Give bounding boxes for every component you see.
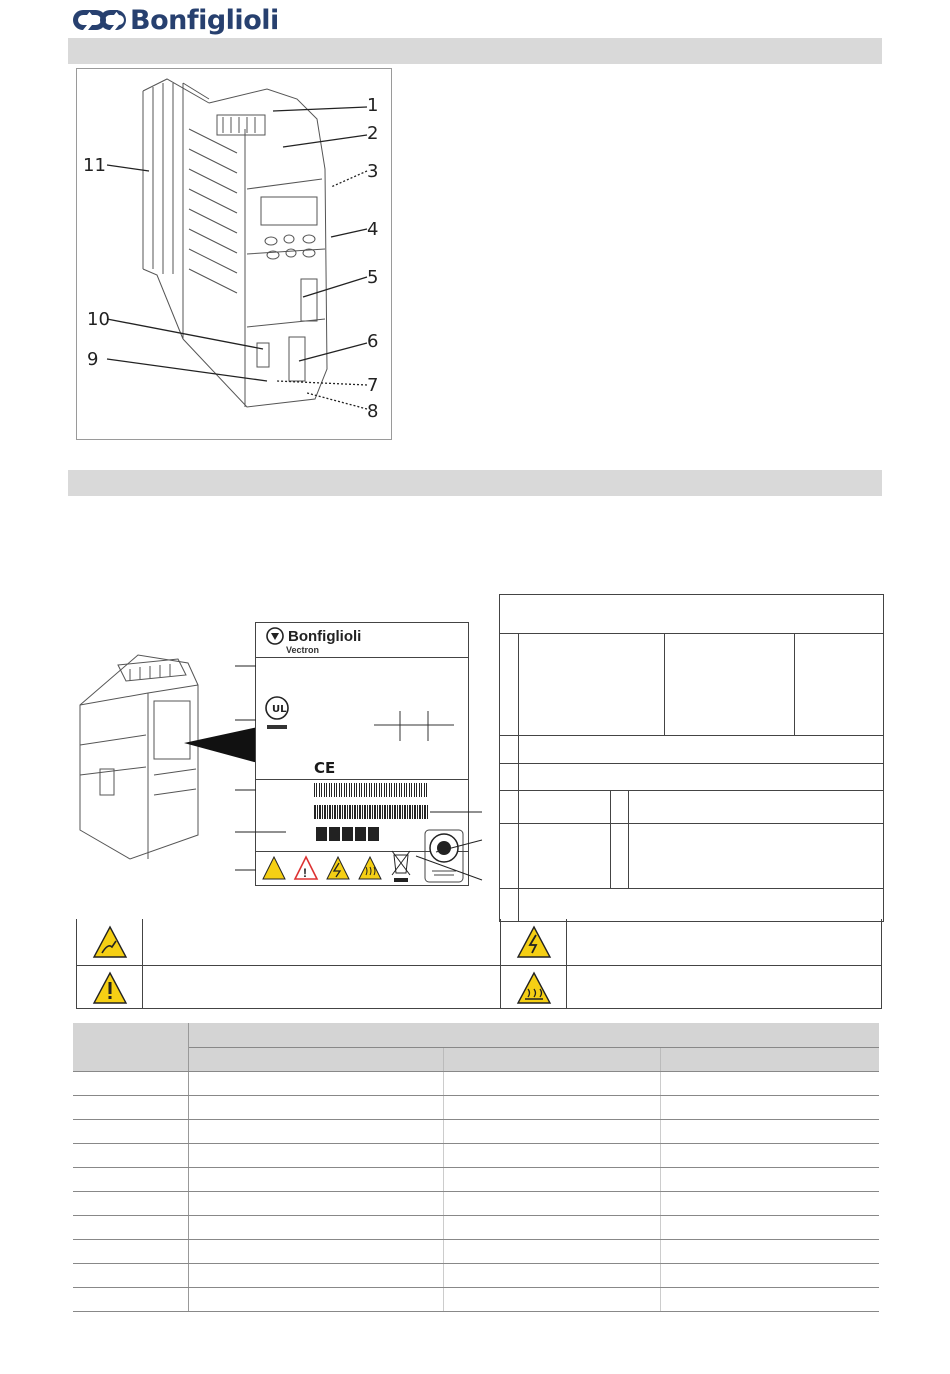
spec-table [73,1023,879,1312]
ce-mark: CE [314,759,336,777]
callout-label: 10 [87,309,110,330]
callout-label: 1 [367,95,379,116]
callout-label: 7 [367,375,379,396]
table-row [73,1192,879,1216]
bonfiglioli-badge-icon [266,627,284,645]
table-header-cell [444,1048,661,1072]
callout-label: 11 [83,155,106,176]
esd-warning-icon [92,925,128,959]
table-row [73,1144,879,1168]
nameplate-leader-lines [230,660,500,890]
table-row [73,1240,879,1264]
general-warning-icon [92,971,128,1005]
nameplate-brand-label: Bonfiglioli [288,627,362,645]
table-row [73,1120,879,1144]
table-row [73,1264,879,1288]
callout-label: 8 [367,401,379,422]
divider [256,657,468,658]
nameplate-brand [266,627,361,645]
table-header-cell [73,1023,189,1072]
brand-logo [70,4,279,36]
table-row [73,1096,879,1120]
device-overview-figure [76,68,392,440]
high-voltage-icon [516,925,552,959]
callout-label: 2 [367,123,379,144]
callout-label: 5 [367,267,379,288]
table-row [73,1288,879,1312]
table-row [73,1216,879,1240]
table-header-cell [189,1023,880,1048]
callout-label: 6 [367,331,379,352]
callout-label: 9 [87,349,99,370]
table-row [73,1168,879,1192]
svg-text:UL: UL [272,704,287,715]
nameplate-product: Vectron [286,645,320,655]
device-drawing [77,69,391,439]
brand-name: Bonfiglioli [130,4,279,36]
svg-text:!: ! [303,866,307,880]
table-header-cell [661,1048,880,1072]
section-heading-band [68,38,882,64]
bonfiglioli-logo-icon [70,6,126,34]
nameplate-legend-grid [499,594,884,922]
callout-label: 3 [367,161,379,182]
table-row [73,1072,879,1096]
table-header-cell [189,1048,444,1072]
warning-symbol-legend [76,919,882,1009]
hot-surface-icon [516,971,552,1005]
section-heading-band [68,470,882,496]
callout-label: 4 [367,219,379,240]
